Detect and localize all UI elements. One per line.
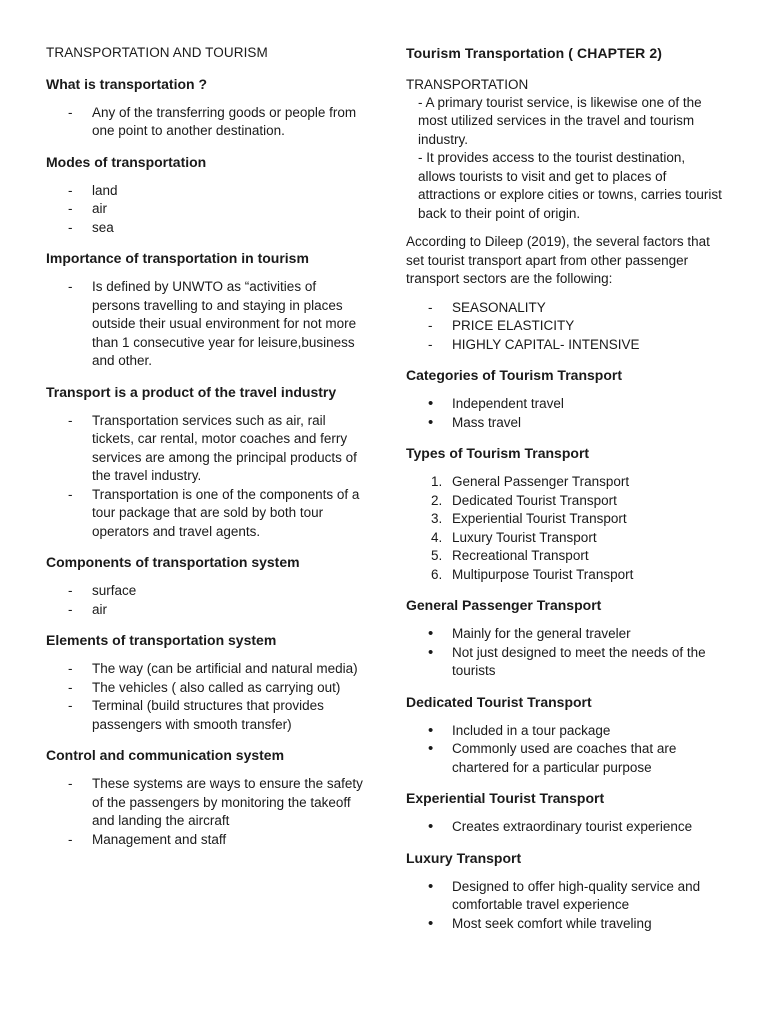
dash-icon: -	[428, 318, 433, 333]
section-heading: Elements of transportation system	[46, 632, 277, 648]
document-title: TRANSPORTATION AND TOURISM	[46, 45, 268, 60]
list-item-text: Is defined by UNWTO as “activities of persons travelling to and staying in places outside their usual environment for not more than 1 consecutive year for leisure,business and other.	[92, 279, 357, 368]
list-item-text: HIGHLY CAPITAL- INTENSIVE	[452, 336, 640, 352]
dash-icon: -	[68, 412, 73, 428]
right-column	[406, 44, 726, 945]
list-item-text: Experiential Tourist Transport	[452, 511, 627, 526]
list-item	[46, 200, 364, 219]
dash-icon: -	[68, 279, 73, 294]
list-item	[46, 831, 364, 850]
dash-icon: -	[68, 679, 73, 695]
section-list	[406, 722, 726, 778]
list-item-text: air	[92, 601, 108, 617]
bullet-icon: •	[428, 643, 434, 661]
list-item	[46, 278, 364, 371]
section-heading: Luxury Transport	[406, 849, 522, 866]
list-number: 5.	[431, 548, 443, 563]
list-item	[406, 395, 726, 414]
list-item	[406, 915, 726, 934]
list-item	[46, 104, 364, 141]
dash-icon: -	[68, 583, 73, 598]
bullet-icon: •	[428, 818, 434, 835]
section-list	[46, 775, 364, 849]
section-heading: Modes of transportation	[46, 153, 207, 170]
chapter-title: Tourism Transportation ( CHAPTER 2)	[406, 45, 663, 61]
section-list	[46, 582, 364, 619]
list-item-text: land	[92, 182, 118, 198]
section-list	[46, 182, 364, 238]
list-item	[406, 510, 726, 529]
list-number: 6.	[431, 566, 443, 582]
section-heading: Components of transportation system	[46, 554, 300, 570]
list-item-text: Any of the transferring goods or people from one point to another destination.	[92, 104, 357, 138]
dash-icon: -	[68, 104, 73, 120]
list-item-text: SEASONALITY	[452, 299, 546, 315]
list-item	[406, 299, 726, 318]
list-item	[46, 660, 364, 679]
list-number: 1.	[431, 474, 443, 489]
dash-icon: -	[68, 182, 73, 198]
list-item	[406, 878, 726, 915]
list-item-text: Transportation is one of the components of a tour package that are sold by both tour operators and travel agents.	[92, 486, 360, 539]
list-item-text: Not just designed to meet the needs of the tourists	[452, 644, 706, 678]
list-item-text: surface	[92, 583, 137, 598]
list-item-text: Independent travel	[452, 396, 564, 411]
list-item	[46, 219, 364, 238]
list-item	[46, 775, 364, 831]
list-item-text: sea	[92, 219, 114, 235]
bullet-icon: •	[428, 721, 434, 739]
bullet-icon: •	[428, 625, 434, 642]
section-heading: Experiential Tourist Transport	[406, 790, 605, 806]
list-item-text: Terminal (build structures that provides passengers with smooth transfer)	[92, 698, 324, 732]
list-number: 4.	[431, 529, 443, 545]
left-column	[46, 44, 364, 861]
dileep-paragraph: According to Dileep (2019), the several factors that set tourist transport apart from other passenger transport sectors are the following:	[406, 234, 710, 286]
section-list	[406, 395, 726, 432]
list-item-text: Management and staff	[92, 831, 227, 847]
list-item-text: Multipurpose Tourist Transport	[452, 566, 634, 582]
list-item-text: Mainly for the general traveler	[452, 626, 631, 641]
transportation-access: - It provides access to the tourist destination, allows tourists to visit and get to places of attractions or explore cities or towns, carries tourist back to their point of origin.	[418, 150, 722, 221]
list-item	[46, 679, 364, 698]
list-item	[46, 182, 364, 201]
section-list	[46, 412, 364, 542]
bullet-icon: •	[428, 413, 434, 431]
list-item-text: Mass travel	[452, 414, 522, 430]
section-heading: Categories of Tourism Transport	[406, 367, 622, 383]
bullet-icon: •	[428, 914, 434, 932]
section-heading: Types of Tourism Transport	[406, 445, 590, 461]
list-item	[46, 697, 364, 734]
section-heading: Control and communication system	[46, 747, 285, 763]
section-list	[46, 278, 364, 371]
section-list	[406, 473, 726, 584]
list-item	[406, 414, 726, 433]
list-item	[406, 722, 726, 741]
list-item	[406, 473, 726, 492]
section-heading: Dedicated Tourist Transport	[406, 693, 592, 710]
section-heading: What is transportation ?	[46, 75, 207, 92]
list-number: 2.	[431, 492, 443, 508]
section-list	[406, 625, 726, 681]
dash-icon: -	[68, 776, 73, 791]
section-heading: Transport is a product of the travel industry	[46, 383, 337, 400]
list-item	[406, 625, 726, 644]
list-item-text: The vehicles ( also called as carrying out)	[92, 679, 341, 695]
list-item	[406, 529, 726, 548]
bullet-icon: •	[428, 877, 434, 895]
list-item-text: Recreational Transport	[452, 548, 589, 563]
dash-icon: -	[68, 661, 73, 676]
section-heading: Importance of transportation in tourism	[46, 250, 309, 266]
section-list	[46, 660, 364, 734]
dash-icon: -	[68, 601, 73, 617]
section-heading: General Passenger Transport	[406, 597, 602, 613]
transportation-heading: TRANSPORTATION	[406, 76, 529, 92]
list-item-text: Included in a tour package	[452, 722, 611, 738]
transportation-definition: - A primary tourist service, is likewise one of the most utilized services in the travel and tourism industry.	[418, 94, 702, 147]
list-item	[406, 317, 726, 336]
dash-icon: -	[428, 299, 433, 315]
list-item	[46, 601, 364, 620]
list-item-text: The way (can be artificial and natural media)	[92, 661, 358, 676]
list-item	[406, 818, 726, 837]
list-item	[46, 582, 364, 601]
list-item-text: Dedicated Tourist Transport	[452, 492, 617, 508]
section-list	[46, 104, 364, 141]
dash-icon: -	[68, 219, 73, 235]
dash-icon: -	[68, 201, 73, 216]
list-item-text: Creates extraordinary tourist experience	[452, 819, 693, 834]
list-item	[406, 740, 726, 777]
dash-icon: -	[68, 698, 73, 713]
section-list	[406, 818, 726, 837]
list-item	[46, 412, 364, 486]
dash-icon: -	[428, 336, 433, 352]
list-item	[406, 492, 726, 511]
list-item	[406, 547, 726, 566]
bullet-icon: •	[428, 740, 434, 757]
list-item-text: Most seek comfort while traveling	[452, 915, 652, 931]
dash-icon: -	[68, 486, 73, 502]
list-item	[46, 486, 364, 542]
list-item-text: PRICE ELASTICITY	[452, 318, 575, 333]
bullet-icon: •	[428, 395, 434, 412]
list-item-text: Commonly used are coaches that are chartered for a particular purpose	[452, 741, 677, 775]
list-item	[406, 336, 726, 355]
list-item	[406, 644, 726, 681]
list-item-text: General Passenger Transport	[452, 474, 630, 489]
list-item-text: air	[92, 201, 108, 216]
list-item	[406, 566, 726, 585]
list-item-text: Transportation services such as air, rail tickets, car rental, motor coaches and ferry services are among the principal products of the travel industry.	[92, 412, 357, 483]
list-number: 3.	[431, 511, 443, 526]
left-sections	[46, 75, 364, 850]
list-item-text: Designed to offer high-quality service and comfortable travel experience	[452, 878, 701, 912]
list-item-text: Luxury Tourist Transport	[452, 529, 597, 545]
dash-icon: -	[68, 831, 73, 847]
factors-list	[406, 299, 726, 355]
section-list	[406, 878, 726, 934]
right-sections	[406, 366, 726, 933]
list-item-text: These systems are ways to ensure the safety of the passengers by monitoring the takeoff and landing the aircraft	[92, 776, 363, 828]
